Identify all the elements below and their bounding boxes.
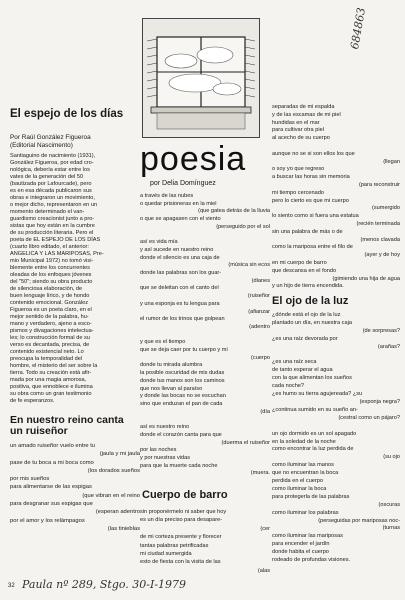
- text-line: de silenciosa elaboración, de: [10, 286, 83, 292]
- text-line: es en esa década publicaron sus: [10, 188, 92, 194]
- text-line: obras e integraron un movimiento,: [10, 195, 95, 201]
- text-line: pero lo cierto es que mi cuerpo: [272, 197, 349, 204]
- poem3-title: El ojo de la luz: [272, 295, 349, 307]
- text-line: de fe esperanzos.: [10, 398, 55, 404]
- text-line: y donde las bocas no se escuchan: [140, 393, 226, 400]
- illustration: [142, 18, 260, 138]
- text-line: (cestral como un pájaro?: [338, 414, 400, 421]
- text-line: preocupa la temporalidad del: [10, 356, 83, 362]
- text-line: pismos y divagaciones intelectua-: [10, 328, 94, 334]
- text-line: a través de las nubes: [140, 193, 194, 199]
- text-line: (oscuras: [378, 501, 400, 508]
- text-line: para cultivar otra piel: [272, 127, 324, 134]
- text-line: oleadas de los enfoques jóvenes: [10, 272, 92, 278]
- text-line: [272, 352, 400, 360]
- text-line: rodeado de profundas visiones.: [272, 557, 351, 564]
- text-line: en mi cuerpo de barro: [272, 259, 327, 266]
- text-line: (de sorpresas?: [362, 327, 400, 334]
- text-line: (menos clavada: [360, 236, 400, 243]
- text-line: blemente entre los concurrentes: [10, 265, 90, 271]
- text-line: vates de la generación del 50: [10, 174, 84, 180]
- text-line: como iluminar las mariposas: [272, 533, 343, 540]
- text-line: la posible oscuridad de mis dudas: [140, 370, 225, 377]
- text-line: (alas: [257, 567, 270, 574]
- text-line: que descansa en el fondo: [272, 267, 337, 274]
- text-line: lo siento como si fuera una estatua: [272, 213, 359, 220]
- poem2-title: Cuerpo de barro: [142, 489, 228, 501]
- text-line: (muera.: [250, 470, 270, 477]
- text-line: (dianes: [251, 277, 270, 284]
- text-line: (que gatea detrás de la lluvia: [198, 208, 270, 215]
- text-line: ¿es humo su tierra agujereada? ¿su: [272, 391, 363, 398]
- text-line: (música sin ecos: [228, 262, 270, 269]
- text-line: [140, 232, 270, 240]
- text-line: positiva, que ennoblece e ilumina: [10, 384, 93, 390]
- text-line: [272, 423, 400, 431]
- text-line: o quedar prisioneras en la miel: [140, 200, 217, 207]
- text-line: mio Municipal 1972) no tomó visi-: [10, 258, 94, 264]
- text-line: (día: [260, 408, 270, 415]
- text-line: por el amor y los relámpagos: [10, 517, 85, 524]
- text-line: esto de fiesta con la visita de las: [140, 559, 221, 566]
- text-line: [140, 332, 270, 340]
- text-line: González Figueroa, por edad cro-: [10, 160, 94, 166]
- text-line: o que se apagasen con el viento: [140, 216, 221, 223]
- text-line: por las noches: [140, 447, 177, 454]
- text-line: ANGELICA Y LAS MARIPOSAS, Pre-: [10, 251, 104, 257]
- text-line: que se deleitan con el canto del: [140, 285, 219, 292]
- text-line: (duerma el ruiseñor: [221, 439, 270, 446]
- text-line: aunque no se si son ellos los que: [272, 150, 355, 157]
- text-line: (que vibran en el reino: [82, 492, 140, 499]
- text-line: sin proponérmelo ni saber que hoy: [140, 509, 227, 515]
- text-line: mano y verdadero, ajeno a esco-: [10, 321, 92, 327]
- text-line: (las tinieblas: [107, 525, 140, 532]
- text-line: o mejor dicho, representaron en un: [10, 202, 98, 208]
- text-line: para que la muerte cada noche: [140, 462, 218, 469]
- column2-body: [140, 193, 270, 478]
- text-line: (afianzar: [248, 308, 270, 315]
- text-line: mi ciudad sumergida: [140, 551, 192, 558]
- article1-author: Por Raúl González Figueroa: [10, 134, 91, 141]
- text-line: hombre, el misterio del ser sobre la: [10, 363, 98, 369]
- text-line: ¿es una raíz devorada por: [272, 335, 338, 342]
- text-line: con la que alimentan los sueños: [272, 375, 352, 382]
- text-line: donde el corazón canta para que: [140, 431, 222, 438]
- column3-body: [272, 104, 400, 291]
- text-line: ¿es una raíz seca: [272, 359, 317, 366]
- text-line: donde habita el cuerpo: [272, 549, 329, 556]
- text-line: como iluminar los palabras: [272, 509, 339, 516]
- poem1-title: En nuestro reino canta un ruiseñor: [10, 414, 124, 437]
- text-line: que se deja caer por tu cuerpo y mi: [140, 347, 228, 354]
- text-line: su obra como un gran testimonio: [10, 391, 92, 397]
- text-line: y que es el tiempo: [140, 339, 186, 346]
- text-line: Figueroa es un poeta claro, en el: [10, 307, 92, 313]
- text-line: como encontrar la luz perdida de: [272, 446, 354, 453]
- text-line: mada por una magia amorosa,: [10, 377, 87, 383]
- text-line: (ruiseñor: [247, 293, 270, 300]
- text-line: de su producción literaria. Pero el: [10, 230, 94, 236]
- text-line: para protegerla de las palabras: [272, 493, 350, 500]
- poem2-body: [140, 508, 270, 575]
- text-line: sin una palabra de más o de: [272, 228, 343, 235]
- text-line: de tanto esperar el agua: [272, 367, 333, 374]
- text-line: (llegan: [383, 158, 400, 165]
- text-line: así es vida mía: [140, 239, 178, 246]
- article1-title: El espejo de los días: [10, 108, 124, 120]
- text-line: mi tiempo cercenado: [272, 189, 324, 196]
- text-line: hundidas en el mar: [272, 119, 320, 126]
- text-line: nológica, debería estar entre los: [10, 167, 90, 173]
- window-clouds-illustration: [143, 19, 259, 137]
- text-line: un amado ruiseñor vuelo entre tu: [10, 443, 96, 449]
- text-line: buen lenguaje lírico, y de hondo: [10, 293, 90, 299]
- text-line: y por nuestras vidas: [140, 454, 191, 461]
- text-line: así es nuestro reino: [140, 424, 190, 431]
- text-line: separadas de mi espalda: [272, 104, 335, 110]
- handwritten-citation: Paula nº 289, Stgo. 30-I-1979: [22, 578, 187, 591]
- text-line: en la soledad de la noche: [272, 438, 336, 445]
- poem3-body: [272, 312, 400, 565]
- text-line: donde tu mirada alumbra: [140, 362, 203, 369]
- text-line: guardismo creacionist junto a pro-: [10, 216, 95, 222]
- text-line: (esperan adentro: [95, 509, 140, 516]
- text-line: tantas palabras petrificadas: [140, 542, 209, 549]
- text-line: sino que enduzan el pan de cada: [140, 400, 223, 407]
- text-line: un ojo dormido es un sol apagado: [272, 430, 357, 437]
- text-line: (perseguido por el sol: [216, 223, 270, 230]
- text-line: (los dorados sueños: [87, 467, 140, 474]
- text-line: (perseguidas por mariposas noc-: [318, 517, 400, 524]
- text-line: donde el silencio es una caja de: [140, 254, 220, 261]
- text-line: (ayer y de hoy: [364, 252, 400, 259]
- poem1-body: [10, 442, 140, 533]
- text-line: (turnas: [382, 525, 400, 532]
- page-number: 32: [8, 583, 15, 589]
- text-line: (sumergido: [372, 205, 400, 212]
- text-line: contenido emocional. González: [10, 300, 89, 306]
- text-line: y de las escamas de mi piel: [272, 111, 341, 118]
- text-line: [272, 143, 400, 151]
- article1-body: [10, 153, 140, 405]
- text-line: contenido existencial neto. Lo: [10, 349, 84, 355]
- text-line: [140, 416, 270, 424]
- text-line: (cuarto libro editado, el anterior:: [10, 244, 89, 250]
- text-line: y una esponja es tu lengua para: [140, 300, 220, 307]
- text-line: tierra. Todo su creación está afir-: [10, 370, 92, 376]
- archive-number: 684863: [348, 6, 369, 51]
- text-line: por mis sueños: [10, 476, 50, 483]
- text-line: (recién terminada: [356, 220, 400, 227]
- text-line: (jaula y mi jaula: [99, 451, 140, 458]
- text-line: plantado un día, en nuestra caja: [272, 319, 352, 326]
- text-line: de mi corteza presente y florecer: [140, 534, 222, 541]
- text-line: es un día preciso para desapare-: [140, 517, 223, 524]
- text-line: les; lo construcción formal de su: [10, 335, 90, 341]
- text-line: Santiaguino de nacimiento (1931),: [10, 153, 96, 159]
- section-byline: por Delia Domínguez: [150, 180, 216, 187]
- text-line: del "50"; siendo su obra producto: [10, 279, 93, 285]
- article1-publisher: (Editorial Nascimento): [10, 142, 73, 149]
- text-line: (cuerpo: [251, 354, 270, 361]
- text-line: ¿dónde está el ojo de la luz: [272, 312, 341, 318]
- text-line: donde tus manos son los caminos: [140, 377, 225, 384]
- text-line: para desgranar sus espigas que: [10, 501, 93, 508]
- text-line: (adentro: [249, 323, 270, 330]
- text-line: ¿continua sumido en su sueño an-: [272, 406, 358, 413]
- text-line: y así sucede en nuestro reino: [140, 246, 214, 253]
- text-line: (bautizada por Lafourcade), pero: [10, 181, 92, 187]
- text-line: verso es decantada, precisa, de: [10, 342, 90, 348]
- text-line: como la mariposa entre el filo de: [272, 244, 353, 251]
- text-line: pase de tu boca a mi boca como: [10, 459, 94, 466]
- text-line: perdida en el cuerpo: [272, 478, 324, 485]
- text-line: al acecho de su cuerpo: [272, 135, 330, 142]
- text-line: cada noche?: [272, 383, 305, 390]
- text-line: (para reconstruir: [358, 181, 400, 188]
- text-line: sistas que hoy están en la cumbre: [10, 223, 95, 229]
- text-line: para alimentarse de las espigas: [10, 484, 92, 491]
- text-line: (gimiendo una hija de agua: [332, 275, 400, 282]
- section-title: poesia: [140, 140, 247, 178]
- text-line: como iluminar la boca: [272, 485, 327, 492]
- text-line: (esponja negra?: [359, 398, 400, 405]
- text-line: (arañas?: [377, 343, 400, 350]
- text-line: como iluminar las manos: [272, 462, 334, 469]
- text-line: poeta de EL ESPEJO DE LOS DÍAS: [10, 237, 101, 243]
- text-line: que nos llevan al paraíso: [140, 385, 203, 392]
- text-line: mejor sentido de la palabra, hu-: [10, 314, 89, 320]
- text-line: y un hijo de tierra encendida.: [272, 283, 344, 290]
- text-line: donde las palabras son los guar-: [140, 270, 222, 277]
- text-line: que no encuentran la boca: [272, 470, 339, 477]
- text-line: o soy yo que regreso: [272, 166, 325, 173]
- text-line: (su ojo: [383, 454, 400, 461]
- text-line: el rumor de los trinos que golpean: [140, 316, 225, 323]
- text-line: (cer: [260, 525, 270, 532]
- text-line: a buscar las horas sin memoria: [272, 174, 350, 181]
- text-line: momento determinado el van-: [10, 209, 85, 215]
- text-line: para encender el jardín: [272, 541, 330, 548]
